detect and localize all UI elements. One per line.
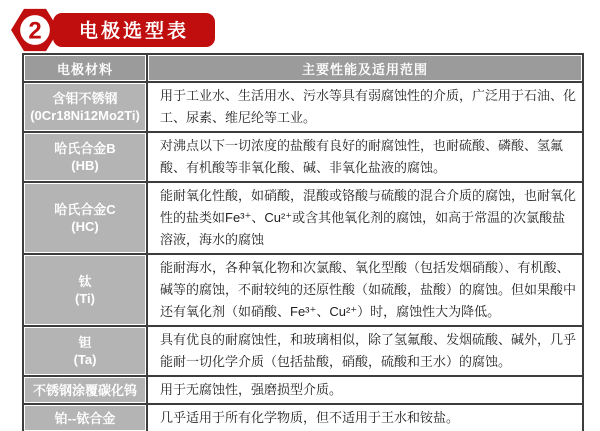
section-number: 2 [28,17,42,45]
material-code: (0Cr18Ni12Mo2Ti) [30,108,140,123]
material-name: 哈氏合金C [54,202,116,217]
page-title: 电极选型表 [79,21,190,42]
material-cell [23,82,147,132]
electrode-selection-table [22,53,584,431]
table-row [23,376,583,404]
material-name: 哈氏合金B [54,141,116,156]
hexagon-icon [10,7,60,53]
material-cell [23,326,147,376]
description-cell: 具有优良的耐腐蚀性，和玻璃相似，除了氢氟酸、发烟硫酸、碱外，几乎能耐一切化学介质（包括盐酸，硝酸，硫酸和王水）的腐蚀。 [147,326,583,376]
material-cell [23,254,147,326]
material-name: 钽 [78,335,92,350]
table-row [23,82,583,132]
material-name: 铂--铱合金 [54,410,116,426]
material-code: (HB) [71,158,99,173]
description-cell: 用于工业水、生活用水、污水等具有弱腐蚀性的介质，广泛用于石油、化工、尿素、维尼纶等工业。 [147,82,583,132]
description-cell: 能耐氧化性酸，如硝酸，混酸或铬酸与硫酸的混合介质的腐蚀，也耐氧化性的盐类如Fe³⁺、Cu²⁺或含其他氧化剂的腐蚀，如高于常温的次氯酸盐溶液，海水的腐蚀 [147,182,583,254]
material-cell [23,182,147,254]
material-code: (HC) [71,219,99,234]
material-cell [23,404,147,431]
table-row [23,404,583,431]
section-header [0,0,600,52]
table-row [23,132,583,182]
material-name: 不锈钢涂覆碳化钨 [32,382,137,398]
table-row [23,326,583,376]
material-cell [23,132,147,182]
material-cell [23,376,147,404]
column-header-material: 电极材料 [23,54,147,82]
section-title-banner [53,13,215,47]
description-cell: 对沸点以下一切浓度的盐酸有良好的耐腐蚀性，也耐硫酸、磷酸、氢氟酸、有机酸等非氧化酸、碱、非氧化盐液的腐蚀。 [147,132,583,182]
material-code: (Ti) [75,291,95,306]
material-name: 钛 [78,274,92,289]
section-number-badge [10,7,60,53]
table-row [23,182,583,254]
description-cell: 能耐海水，各种氧化物和次氯酸、氧化型酸（包括发烟硝酸）、有机酸、碱等的腐蚀，不耐较纯的还原性酸（如硫酸，盐酸）的腐蚀。但如果酸中还有氧化剂（如硝酸、Fe³⁺、Cu²⁺）时，腐蚀性大为降低。 [147,254,583,326]
material-name: 含钼不锈钢 [52,91,118,106]
column-header-performance: 主要性能及适用范围 [147,54,583,82]
description-cell: 几乎适用于所有化学物质，但不适用于王水和铵盐。 [147,404,583,431]
table-header-row [23,54,583,82]
table-row [23,254,583,326]
material-code: (Ta) [73,352,97,367]
description-cell: 用于无腐蚀性，强磨损型介质。 [147,376,583,404]
